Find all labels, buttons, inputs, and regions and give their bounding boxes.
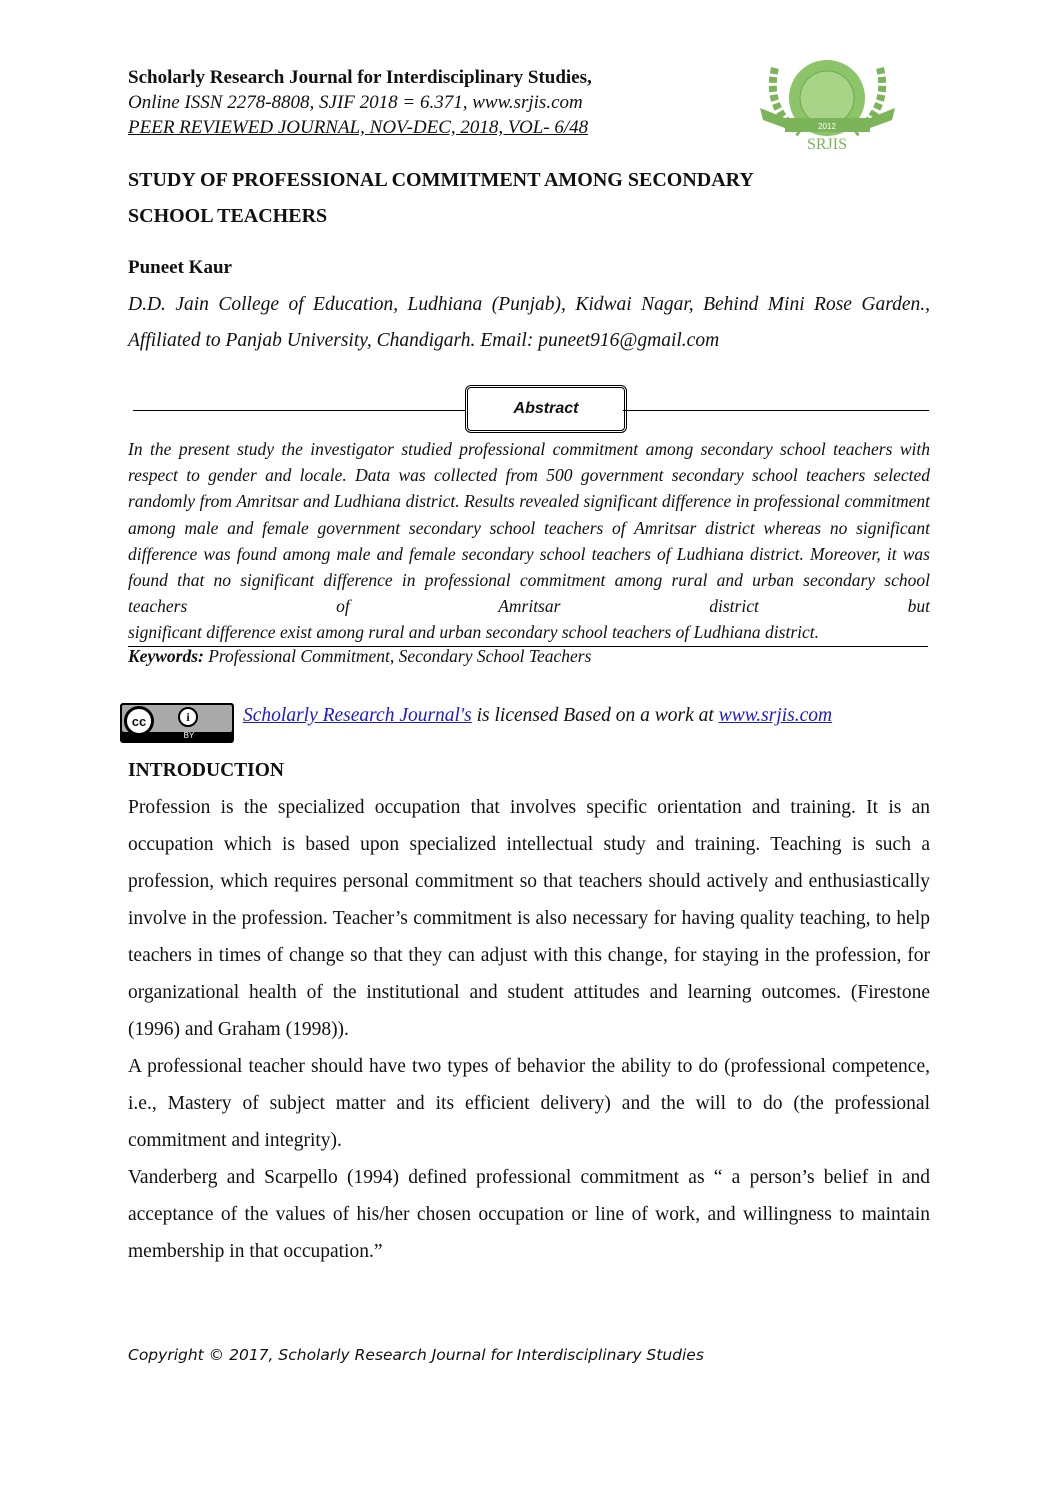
abstract-label: Abstract (465, 385, 627, 433)
abstract-last-line: significant difference exist among rural and urban secondary school teachers of Ludhiana district. (128, 619, 928, 646)
title-line: STUDY OF PROFESSIONAL COMMITMENT AMONG SECONDARY (128, 169, 754, 191)
abstract-body: In the present study the investigator studied professional commitment among secondary school teachers with respect to gender and locale. Data was collected from 500 government secondary school teachers selected randomly from Amritsar and Ludhiana district. Results revealed significant difference in professional commitment among male and female government secondary school teachers of Amritsar district whereas no significant difference was found among male and female secondary school teachers of Ludhiana district. Moreover, it was found that no significant difference in professional commitment among rural and urban secondary school teachers of Amritsar district but (128, 439, 930, 617)
svg-text:SRJIS: SRJIS (806, 136, 848, 153)
divider (623, 410, 929, 411)
license-text (243, 705, 943, 727)
paragraph: Profession is the specialized occupation that involves specific orientation and training. It is an occupation which is based upon specialized intellectual study and training. Teaching is such a profession, which requires personal commitment so that teachers should actively and enthusiastically involve in the profession. Teacher’s commitment is also necessary for having quality teaching, to help teachers in times of change so that they can adjust with this change, for staying in the profession, for organizational health of the institutional and student attitudes and learning outcomes. (Firestone (1996) and Graham (1998)). (128, 797, 930, 1040)
copyright-footer: Copyright © 2017, Scholarly Research Journal for Interdisciplinary Studies (128, 1346, 704, 1364)
author-affiliation: D.D. Jain College of Education, Ludhiana (Punjab), Kidwai Nagar, Behind Mini Rose Garden., Affiliated to Panjab University, Chandigarh. Email: puneet916@gmail.com (128, 294, 930, 351)
journal-link[interactable]: Scholarly Research Journal's (243, 705, 472, 726)
srjis-link[interactable]: www.srjis.com (718, 705, 833, 726)
title-line: SCHOOL TEACHERS (128, 205, 328, 227)
intro-body (128, 789, 930, 1270)
intro-heading: INTRODUCTION (128, 760, 285, 781)
cc-icon: cc (124, 706, 154, 736)
cc-by-badge[interactable] (120, 703, 234, 743)
paper-title (128, 162, 930, 234)
srjis-logo (755, 48, 900, 153)
license-mid: is licensed Based on a work at (471, 705, 719, 726)
journal-issue: PEER REVIEWED JOURNAL, NOV-DEC, 2018, VOL- 6/48 (128, 117, 589, 138)
abstract-text (128, 436, 930, 647)
divider (133, 410, 466, 411)
keywords-label: Keywords: (128, 646, 204, 666)
paragraph: Vanderberg and Scarpello (1994) defined professional commitment as “ a person’s belief in and acceptance of the values of his/her chosen occupation or line of work, and willingness to maintain membership in that occupation.” (128, 1167, 930, 1262)
journal-name: Scholarly Research Journal for Interdisciplinary Studies, (128, 67, 592, 88)
by-label: BY (183, 731, 195, 740)
keywords-value: Professional Commitment, Secondary School Teachers (203, 646, 592, 666)
attribution-icon: i (178, 707, 198, 727)
paragraph: A professional teacher should have two types of behavior the ability to do (professional competence, i.e., Mastery of subject matter and its efficient delivery) and the will to do (the professional commitment and integrity). (128, 1056, 930, 1151)
journal-issn: Online ISSN 2278-8808, SJIF 2018 = 6.371, www.srjis.com (128, 92, 583, 113)
author-name: Puneet Kaur (128, 257, 232, 278)
svg-text:2012: 2012 (818, 122, 836, 131)
keywords (128, 646, 930, 667)
